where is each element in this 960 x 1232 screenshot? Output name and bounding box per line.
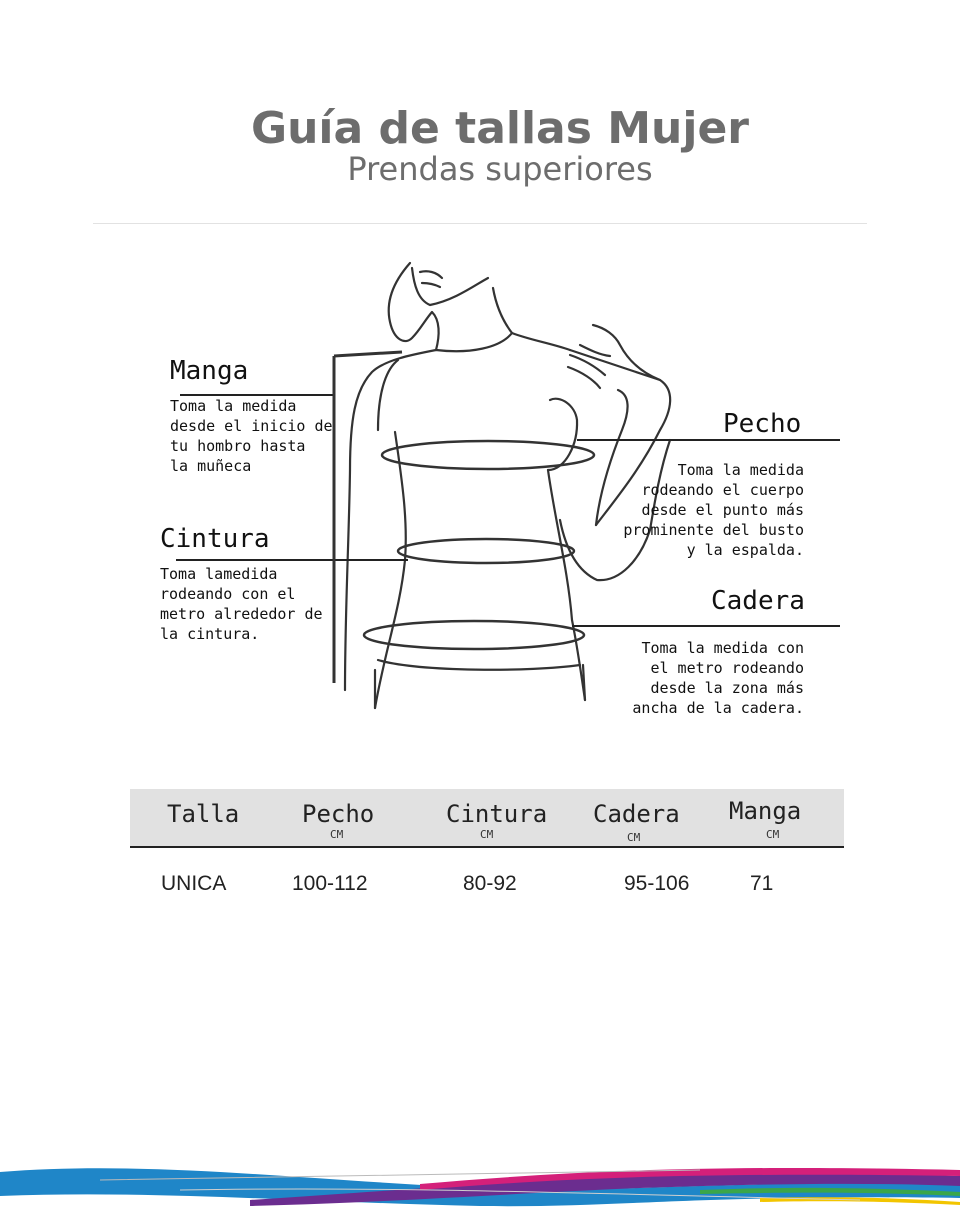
column-unit-cintura: CM (480, 828, 494, 841)
column-header-talla: Talla (167, 800, 240, 828)
column-header-cadera: Cadera (593, 800, 680, 828)
column-unit-pecho: CM (330, 828, 344, 841)
pecho-description: Toma la medida rodeando el cuerpo desde el punto más prominente del busto y la espalda. (623, 461, 804, 559)
column-header-pecho: Pecho (302, 800, 375, 828)
cintura-description: Toma lamedida rodeando con el metro alrededor de la cintura. (160, 565, 323, 643)
pecho-label: Pecho (723, 409, 802, 439)
column-unit-cadera: CM (627, 831, 641, 844)
cadera-label: Cadera (711, 586, 805, 616)
size-table-header-rule (130, 846, 844, 848)
cintura-label: Cintura (160, 524, 270, 554)
cell-cintura: 80-92 (463, 872, 517, 895)
cell-manga: 71 (750, 872, 774, 895)
cell-pecho: 100-112 (292, 872, 368, 895)
cadera-description: Toma la medida con el metro rodeando desde la zona más ancha de la cadera. (632, 639, 804, 717)
manga-description: Toma la medida desde el inicio de tu hombro hasta la muñeca (170, 397, 333, 475)
cell-talla: UNICA (161, 872, 227, 895)
rainbow-wave-icon (0, 1150, 960, 1232)
manga-label: Manga (170, 356, 249, 386)
column-header-manga: Manga (729, 797, 802, 825)
column-unit-manga: CM (766, 828, 780, 841)
page-title: Guía de tallas Mujer (250, 103, 749, 154)
cell-cadera: 95-106 (624, 872, 690, 895)
page-subtitle: Prendas superiores (347, 150, 653, 188)
column-header-cintura: Cintura (446, 800, 548, 828)
